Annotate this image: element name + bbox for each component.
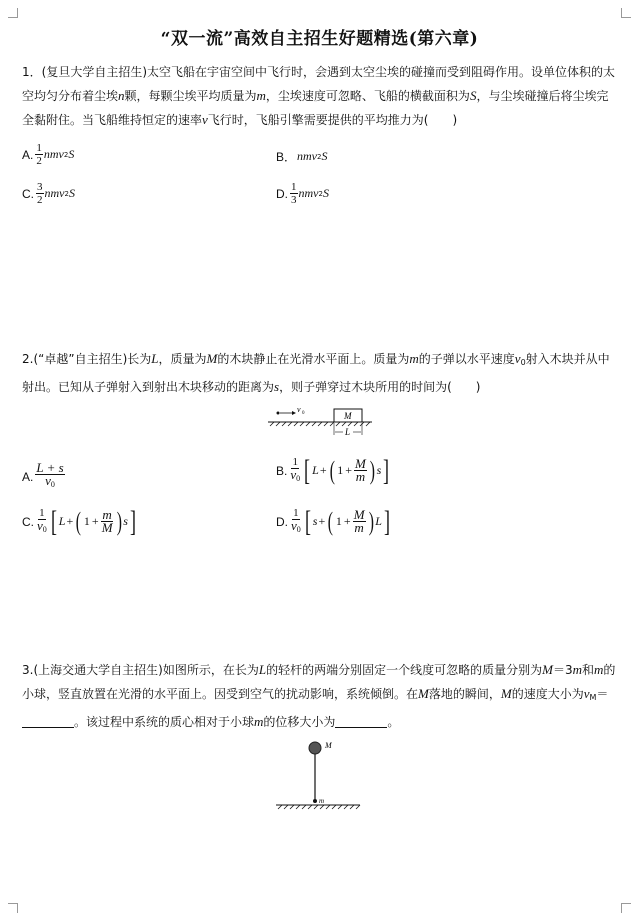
question-number: 1．: [22, 65, 42, 79]
ball-m: [313, 799, 317, 803]
q2-option-a[interactable]: A. $\frac{L + s}{v_0}$: [22, 460, 64, 489]
ground-hatch: [278, 805, 360, 809]
fraction: $\frac{M}{m}$: [355, 456, 366, 484]
fraction: $\frac{1}{3}$: [291, 181, 297, 206]
q2-figure-block-on-surface: [264, 404, 376, 438]
question-2-text: 2.(“卓越”自主招生)长为L，质量为M的木块静止在光滑水平面上。质量为m的子弹以水平速度$v_0$射入木块并从中射出。已知从子弹射入到射出木块移动的距离为s，则子弹穿过木块所用的时间为( ): [22, 351, 610, 394]
question-number: 3.: [22, 663, 34, 677]
arrow-head: [292, 411, 296, 415]
fraction: $\frac{M}{m}$: [353, 507, 365, 535]
fraction: $\frac{1}{v_0}$: [290, 456, 301, 483]
corner-mark: [8, 8, 18, 18]
page-title: “双一流”高效自主招生好题精选(第六章): [160, 29, 479, 49]
q1-option-b[interactable]: B． nmv 2 S: [276, 149, 328, 164]
velocity-label: v: [297, 405, 301, 414]
q2-option-c[interactable]: C. $\frac{1}{v_0}$ [ L + ( 1 + $\frac{m}{M}$ ) s ]: [22, 504, 136, 538]
q1-option-d[interactable]: D. $\frac{1}{3}$ nmv 2 S: [276, 181, 329, 206]
bullet: [277, 412, 280, 415]
corner-mark: [8, 903, 18, 913]
question-number: 2.: [22, 352, 34, 366]
fraction: $\frac{m}{M}$: [101, 507, 113, 535]
question-source: (上海交通大学自主招生): [33, 663, 163, 677]
ball-m-label: m: [319, 797, 325, 805]
block-mass-label: M: [344, 411, 352, 421]
fraction: $\frac{1}{v_0}$: [291, 507, 301, 534]
answer-blank-1[interactable]: [22, 714, 74, 728]
q2-option-b[interactable]: B. $\frac{1}{v_0}$ [ L + ( 1 + $\frac{M}{m}$ ) s ]: [276, 453, 390, 487]
corner-mark: [621, 903, 631, 913]
fraction: $\frac{L + s}{v_0}$: [36, 460, 64, 489]
q2-option-d[interactable]: D. $\frac{1}{v_0}$ [ s + ( 1 + $\frac{M}{m}$ ) L ]: [276, 504, 390, 538]
question-1-text: 1．(复旦大学自主招生)太空飞船在宇宙空间中飞行时，会遇到太空尘埃的碰撞而受到阻碍作用。设单位体积的太空均匀分布着尘埃n颗，每颗尘埃平均质量为m，尘埃速度可忽略、飞船的横截面积为S，与尘埃碰撞后将尘埃完全黏附住。当飞船维持恒定的速率v飞行时，飞船引擎需要提供的平均推力为( ): [22, 65, 616, 127]
question-source: (“卓越”自主招生): [33, 352, 128, 366]
ball-M: [309, 742, 321, 754]
answer-blank-2[interactable]: [335, 714, 387, 728]
q3-figure-rod-with-balls: [270, 735, 370, 815]
corner-mark: [621, 8, 631, 18]
q1-option-c[interactable]: C. $\frac{3}{2}$ nmv 2 S: [22, 181, 75, 206]
length-label: L: [345, 427, 351, 437]
fraction: $\frac{1}{v_0}$: [37, 507, 47, 534]
question-3-text: 3.(上海交通大学自主招生)如图所示，在长为L的轻杆的两端分别固定一个线度可忽略的质量分别为M＝3m和m的小球，竖直放置在光滑的水平面上。因受到空气的扰动影响，系统倾倒。在M落地的瞬间，M的速度大小为$v_M=$。该过程中系统的质心相对于小球m的位移大小为 。: [22, 662, 616, 729]
fraction: $\frac{3}{2}$: [37, 181, 43, 206]
question-source: (复旦大学自主招生): [41, 65, 148, 79]
velocity-label-sub: 0: [302, 411, 305, 416]
fraction: $\frac{1}{2}$: [36, 142, 42, 167]
ball-M-label: M: [325, 741, 332, 750]
ground-hatch: [270, 422, 370, 426]
q1-option-a[interactable]: A. $\frac{1}{2}$ nmv 2 S: [22, 142, 75, 167]
